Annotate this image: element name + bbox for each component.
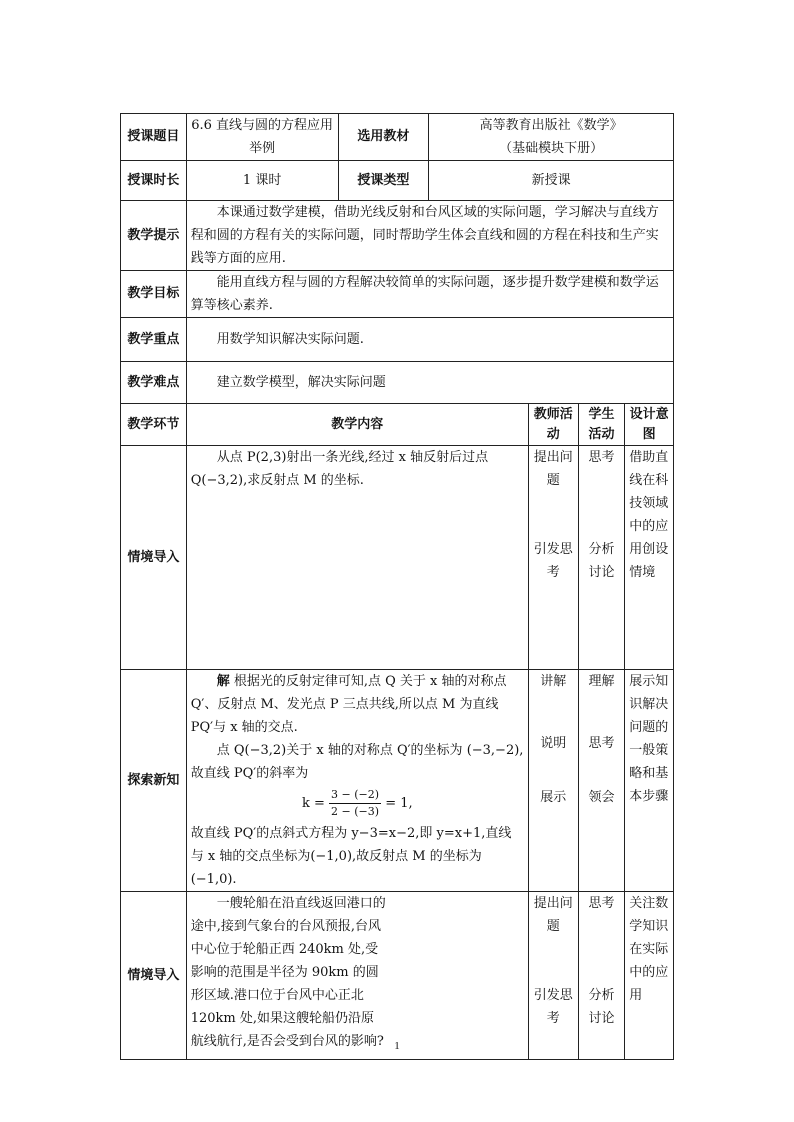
type-label: 授课类型 xyxy=(338,161,429,201)
solution-text-1: 根据光的反射定律可知,点 Q 关于 x 轴的对称点 Q′、反射点 M、发光点 P 三点共线,所以点 M 为直线 PQ′与 x 轴的交点. xyxy=(190,674,507,735)
section-1-teacher-item: 引发思考 xyxy=(533,542,573,580)
section-3-content-cell xyxy=(186,892,528,1060)
student-column-header: 学生活动 xyxy=(578,404,624,446)
section-3-student-item: 分析讨论 xyxy=(588,988,615,1026)
hint-text: 本课通过数学建模，借助光线反射和台风区域的实际问题，学习解决与直线方程和圆的方程有关的实际问题，同时帮助学生体会直线和圆的方程在科技和生产实践等方面的应用. xyxy=(186,201,673,271)
goal-label: 教学目标 xyxy=(121,271,187,318)
section-2-student-item: 理解 xyxy=(588,674,615,689)
section-2-stage: 探索新知 xyxy=(121,670,187,892)
header-row-duration xyxy=(121,161,674,201)
section-1-student-item: 分析讨论 xyxy=(588,542,615,580)
key-point-label: 教学重点 xyxy=(121,318,187,362)
hint-label: 教学提示 xyxy=(121,201,187,271)
duration-label: 授课时长 xyxy=(121,161,187,201)
info-row-key-point xyxy=(121,318,674,362)
difficulty-text: 建立数学模型，解决实际问题 xyxy=(186,362,673,404)
section-2-content xyxy=(186,670,528,892)
info-row-goal xyxy=(121,271,674,318)
section-3-student-item: 思考 xyxy=(588,896,615,911)
content-column-header: 教学内容 xyxy=(186,404,528,446)
intent-column-header: 设计意图 xyxy=(625,404,674,446)
difficulty-label: 教学难点 xyxy=(121,362,187,404)
title-label: 授课题目 xyxy=(121,114,187,161)
key-point-text: 用数学知识解决实际问题. xyxy=(186,318,673,362)
section-3-teacher xyxy=(528,892,578,1060)
section-row-1 xyxy=(121,446,674,670)
header-row-title xyxy=(121,114,674,161)
lesson-plan-table xyxy=(120,113,674,1060)
section-3-teacher-item: 引发思考 xyxy=(533,988,573,1026)
formula-lhs: k = xyxy=(301,796,325,811)
section-2-teacher-item: 说明 xyxy=(540,736,567,751)
section-1-stage: 情境导入 xyxy=(121,446,187,670)
section-2-teacher-item: 讲解 xyxy=(540,674,567,689)
section-1-student xyxy=(578,446,624,670)
textbook-line-1: 高等教育出版社《数学》 xyxy=(479,118,623,133)
section-3-teacher-item: 提出问题 xyxy=(533,896,573,934)
solution-paragraph-3: 故直线 PQ′的点斜式方程为 y−3=x−2,即 y=x+1,直线与 x 轴的交点坐标为(−1,0),故反射点 M 的坐标为(−1,0). xyxy=(190,826,512,887)
section-2-intent: 展示知识解决问题的一般策略和基本步骤 xyxy=(625,670,674,892)
section-1-teacher-item: 提出问题 xyxy=(533,450,573,488)
section-row-3 xyxy=(121,892,674,1060)
formula-fraction xyxy=(329,787,381,820)
info-row-hint xyxy=(121,201,674,271)
section-3-intent: 关注数学知识在实际中的应用 xyxy=(625,892,674,1060)
textbook-value xyxy=(429,114,674,161)
solution-lead: 解 xyxy=(216,674,230,689)
goal-text: 能用直线方程与圆的方程解决较简单的实际问题，逐步提升数学建模和数学运算等核心素养. xyxy=(186,271,673,318)
textbook-label: 选用教材 xyxy=(338,114,429,161)
section-2-student xyxy=(578,670,624,892)
section-1-intent: 借助直线在科技领域中的应用创设情境 xyxy=(625,446,674,670)
duration-value: 1 课时 xyxy=(186,161,338,201)
slope-formula xyxy=(191,787,524,820)
section-3-student xyxy=(578,892,624,1060)
section-1-teacher xyxy=(528,446,578,670)
section-2-teacher xyxy=(528,670,578,892)
section-3-stage: 情境导入 xyxy=(121,892,187,1060)
page-number: 1 xyxy=(394,1040,400,1052)
solution-paragraph-1 xyxy=(191,670,524,739)
column-header-row xyxy=(121,404,674,446)
title-value: 6.6 直线与圆的方程应用举例 xyxy=(186,114,338,161)
section-2-student-item: 领会 xyxy=(588,790,615,805)
type-value: 新授课 xyxy=(429,161,674,201)
solution-paragraph-2: 点 Q(−3,2)关于 x 轴的对称点 Q′的坐标为 (−3,−2),故直线 PQ′的斜率为 xyxy=(190,743,524,781)
section-2-student-item: 思考 xyxy=(588,736,615,751)
section-1-student-item: 思考 xyxy=(588,450,615,465)
section-row-2 xyxy=(121,670,674,892)
formula-numerator: 3 − (−2) xyxy=(329,787,381,804)
info-row-difficulty xyxy=(121,362,674,404)
section-2-teacher-item: 展示 xyxy=(540,790,567,805)
teacher-column-header: 教师活动 xyxy=(528,404,578,446)
textbook-line-2: （基础模块下册） xyxy=(499,141,604,156)
stage-column-header: 教学环节 xyxy=(121,404,187,446)
section-3-content: 一艘轮船在沿直线返回港口的途中,接到气象台的台风预报,台风中心位于轮船正西 240km 处,受影响的范围是半径为 90km 的圆形区域.港口位于台风中心正北 120km 处,如果这艘轮船仍沿原航线航行,是否会受到台风的影响? xyxy=(190,896,386,1049)
formula-denominator: 2 − (−3) xyxy=(331,805,380,818)
section-1-content: 从点 P(2,3)射出一条光线,经过 x 轴反射后过点 Q(−3,2),求反射点 M 的坐标. xyxy=(186,446,528,670)
formula-rhs: = 1, xyxy=(385,796,413,811)
